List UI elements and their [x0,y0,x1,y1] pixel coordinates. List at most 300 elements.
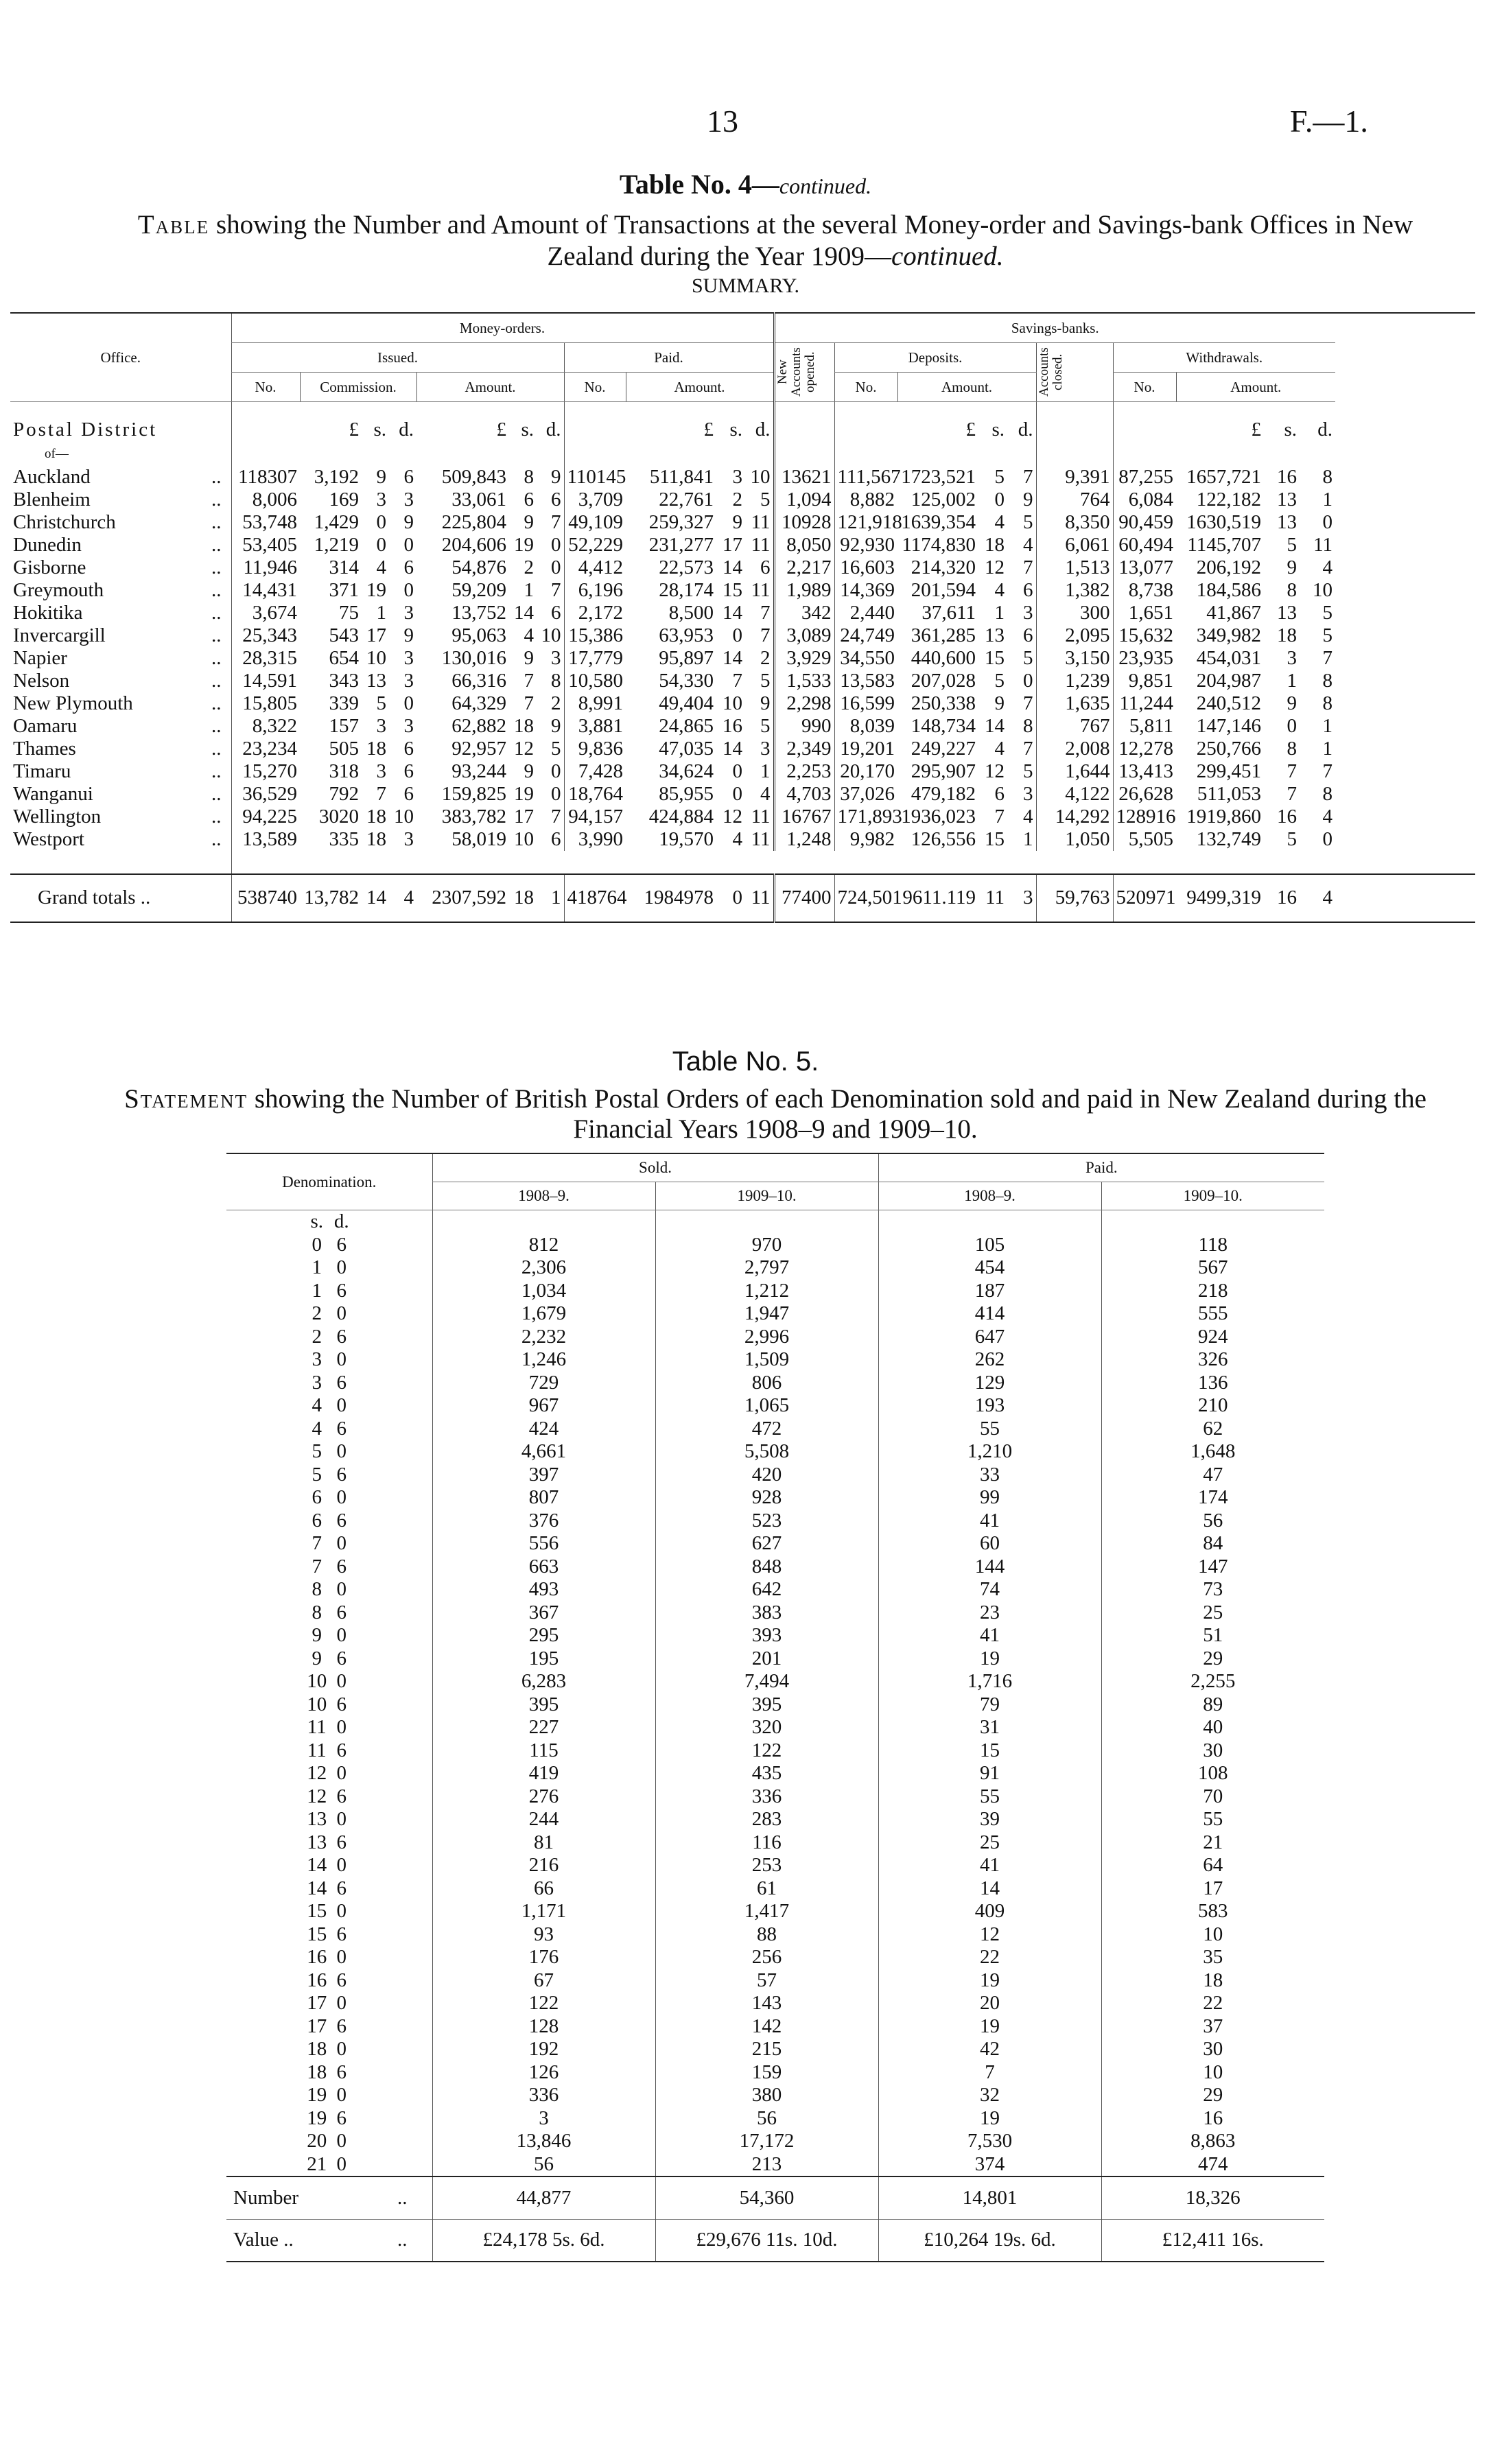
paid-1909-10: 118 [1101,1234,1324,1257]
accounts-closed: 4,122 [1036,783,1113,806]
denomination [226,2015,432,2039]
pence: 6 [336,2061,347,2083]
shillings: 21 [307,2152,327,2175]
denomination [226,1923,432,1947]
paid-no: 18,764 [564,783,626,806]
new-accounts: 13621 [774,466,834,489]
pence: 6 [336,1371,347,1394]
unit-s: s. [1284,419,1297,441]
commission-d: 3 [403,828,414,850]
pence: 6 [336,1831,347,1853]
denomination [226,1234,432,1257]
commission-d: 0 [403,692,414,714]
paid-1909-10: 583 [1101,1900,1324,1923]
denomination [226,1348,432,1372]
denomination [226,2061,432,2085]
shillings: 10 [307,1670,327,1692]
denomination [226,1969,432,1993]
pence: 6 [336,1877,347,1899]
issued-amount-s: 7 [524,669,534,692]
issued-no: 11,946 [231,556,300,579]
deposits-s: 9 [994,692,1005,714]
deposits-d: 5 [1023,511,1033,533]
table-row [10,828,1475,851]
unit-d: d. [333,1210,349,1232]
unit-d: d. [399,419,414,441]
denomination [226,1556,432,1579]
paid-amount-pounds: 8,500 [668,601,714,624]
new-accounts-label: New Accounts opened. [775,347,817,397]
pence: 6 [336,1923,347,1945]
issued-no: 15,270 [231,760,300,783]
paid-1908-9: 19 [878,1647,1101,1671]
table-row [226,1556,1324,1579]
commission-s: 0 [376,511,386,533]
shillings: 16 [307,1969,327,1991]
office-name [10,489,231,511]
sold-1908-9: 176 [432,1946,655,1969]
accounts-closed: 14,292 [1036,806,1113,828]
paid-amount-pounds: 19,570 [659,828,714,850]
sold-1909-10: 2,996 [655,1326,878,1349]
paid-1909-10: 17 [1101,1877,1324,1901]
issued-amount-d: 7 [551,511,561,533]
paid-amount-s: 0 [732,760,742,782]
accounts-closed: 8,350 [1036,511,1113,534]
deposits-d: 0 [1023,669,1033,692]
paid-no: 52,229 [564,534,626,556]
paid-amount-d: 11 [751,578,771,601]
issued-amount-pounds: 92,957 [451,737,506,760]
unit-cell [1113,402,1176,443]
paid-amount-s: 0 [732,782,742,805]
paid-amount-s: 9 [732,511,742,533]
denomination [226,1831,432,1855]
issued-amount-pounds: 95,063 [451,624,506,646]
new-accounts: 4,703 [774,783,834,806]
paid-amount-d: 7 [760,601,771,624]
issued-amount-s: 2 [524,556,534,578]
sold-1908-9: 1,246 [432,1348,655,1372]
table-row [226,1785,1324,1809]
denomination [226,1601,432,1625]
denomination [226,1280,432,1303]
table-row [10,511,1475,534]
commission-d: 3 [403,601,414,624]
withdrawals-s: 8 [1287,578,1297,601]
commission-d: 6 [403,760,414,782]
denomination [226,1464,432,1487]
paid-amount-pounds: 22,573 [659,556,714,578]
paid-amount-d: 9 [760,692,771,714]
new-accounts: 342 [774,602,834,624]
table-row [226,1670,1324,1693]
accounts-closed: 9,391 [1036,466,1113,489]
denomination [226,1624,432,1647]
pence: 6 [336,1279,347,1302]
shillings: 16 [307,1946,327,1968]
deposits-d: 7 [1023,737,1033,760]
paid-no: 10,580 [564,670,626,692]
withdrawals-no: 13,077 [1113,556,1176,579]
paid-1909-10: 64 [1101,1854,1324,1877]
shillings: 12 [307,1785,327,1807]
new-accounts: 1,533 [774,670,834,692]
commission-pounds: 654 [329,646,359,669]
dot-leader: .. [211,465,222,488]
unit-pound: £ [349,419,359,441]
deposits-s: 5 [994,669,1005,692]
withdrawals-no: 87,255 [1113,466,1176,489]
paid-1909-10: 567 [1101,1256,1324,1280]
commission-s: 17 [366,624,386,646]
deposits-s: 12 [985,556,1005,578]
group-money-orders: Money-orders. [231,313,774,343]
sold-1908-9: 227 [432,1716,655,1739]
table-row [226,1326,1324,1349]
deposits-pounds: 479,182 [911,782,976,805]
pence: 0 [336,1302,347,1324]
number-row-sold_b: 54,360 [655,2176,878,2219]
spacer [655,1210,878,1234]
paid-amount-d: 5 [760,714,771,737]
issued-amount-s: 19 [514,533,534,556]
shillings: 3 [312,1371,322,1394]
sold-1908-9: 493 [432,1578,655,1601]
paid-1908-9: 25 [878,1831,1101,1855]
withdrawals-no: 15,632 [1113,624,1176,647]
withdrawals-no: 6,084 [1113,489,1176,511]
paid-amount-d: 10 [750,465,771,488]
commission-d: 6 [403,465,414,488]
value-row [226,2219,1324,2262]
denomination [226,1372,432,1395]
commission-pounds: 371 [329,578,359,601]
deposits-no: 13,583 [834,670,897,692]
deposits-pounds: 126,556 [911,828,976,850]
office-name [10,715,231,738]
deposits-no: 121,918 [834,511,897,534]
paid-amount-s: 14 [723,556,742,578]
table4-summary-table [10,312,1475,923]
pence: 6 [336,1325,347,1348]
table-row [226,2038,1324,2061]
shillings: 17 [307,1992,327,2014]
commission-s: 3 [376,760,386,782]
commission-d: 6 [403,737,414,760]
spacer [10,851,231,874]
new-accounts: 990 [774,715,834,738]
paid-1908-9: 144 [878,1556,1101,1579]
pence: 6 [336,1693,347,1715]
pence: 6 [336,1555,347,1577]
withdrawals-no: 60,494 [1113,534,1176,556]
withdrawals-d: 1 [1322,714,1332,737]
new-accounts: 1,248 [774,828,834,851]
paid-1908-9: 187 [878,1280,1101,1303]
table-row [226,2130,1324,2153]
commission-pounds: 792 [329,782,359,805]
paid-1908-9: 41 [878,1854,1101,1877]
withdrawals-d: 10 [1313,578,1332,601]
withdrawals-no: 26,628 [1113,783,1176,806]
paid-1908-9: 19 [878,1969,1101,1993]
issued-amount-pounds: 13,752 [451,601,506,624]
dot-leader: .. [211,782,222,805]
unit-pound: £ [496,419,506,441]
issued-amount-s: 1 [524,578,534,601]
office-label: Invercargill [13,624,106,646]
paid-1908-9: 12 [878,1923,1101,1947]
shillings: 6 [312,1509,322,1532]
paid-amount-d: 5 [760,488,771,511]
paid-no: 15,386 [564,624,626,647]
table-row [226,1716,1324,1739]
sold-1909-10: 116 [655,1831,878,1855]
new-accounts: 1,094 [774,489,834,511]
paid-amount-s: 14 [723,646,742,669]
commission-d: 3 [403,646,414,669]
pence: 0 [336,1578,347,1600]
withdrawals-d: 11 [1313,533,1332,556]
table-row [10,783,1475,806]
sold-1909-10: 320 [655,1716,878,1739]
table-row [10,602,1475,624]
paid-1909-10: 18 [1101,1969,1324,1993]
pence: 0 [336,1440,347,1462]
pence: 6 [336,1509,347,1532]
commission-pounds: 314 [329,556,359,578]
issued-amount-pounds: 204,606 [441,533,506,556]
unit-d: d. [755,419,771,441]
accounts-closed: 764 [1036,489,1113,511]
dot-leader: .. [397,2186,408,2209]
paid-1909-10: 10 [1101,1923,1324,1947]
pence: 6 [336,1785,347,1807]
sold-1909-10: 57 [655,1969,878,1993]
sold-1909-10: 17,172 [655,2130,878,2153]
issued-amount-pounds: 62,882 [451,714,506,737]
deposits-pounds: 1936,023 [901,805,976,828]
paid-1909-10: 1,648 [1101,1440,1324,1464]
deposits-pounds: 250,338 [911,692,976,714]
paid-no: 3,990 [564,828,626,851]
paid-amount-d: 5 [760,669,771,692]
withdrawals-s: 9 [1287,556,1297,578]
sold-1909-10: 1,212 [655,1280,878,1303]
sold-1909-10: 627 [655,1532,878,1556]
paid-1908-9: 105 [878,1234,1101,1257]
unit-s: s. [521,419,534,441]
withdrawals-pounds: 9499,319 [1186,887,1261,908]
sold-1909-10: 2,797 [655,1256,878,1280]
table4-body [10,402,1475,922]
sold-1908-9: 4,661 [432,1440,655,1464]
paid-1908-9: 74 [878,1578,1101,1601]
sold-1908-9: 336 [432,2084,655,2107]
office-label: Oamaru [13,714,78,737]
paid-1909-10: 62 [1101,1418,1324,1441]
issued-amount-s: 9 [524,646,534,669]
pence: 0 [336,1486,347,1508]
commission-pounds: 3020 [319,805,359,828]
office-name [10,738,231,760]
withdrawals-s: 1 [1287,669,1297,692]
issued-amount-pounds: 66,316 [451,669,506,692]
shillings: 10 [307,1693,327,1715]
paid-amount-s: 16 [723,714,742,737]
deposits-no: 9,982 [834,828,897,851]
col-paid-1909: 1909–10. [1101,1182,1324,1210]
new-accounts: 3,929 [774,647,834,670]
paid-amount-s: 0 [732,887,742,908]
sold-1909-10: 56 [655,2107,878,2131]
group-withdrawals: Withdrawals. [1113,343,1335,373]
table-row [10,692,1475,715]
commission-pounds: 318 [329,760,359,782]
issued-amount-d: 6 [551,601,561,624]
issued-no: 94,225 [231,806,300,828]
pence: 0 [336,1394,347,1416]
paid-1909-10: 30 [1101,1739,1324,1763]
paid-amount-pounds: 47,035 [659,737,714,760]
sold-1909-10: 7,494 [655,1670,878,1693]
withdrawals-s: 8 [1287,737,1297,760]
commission-pounds: 3,192 [314,465,359,488]
sold-1908-9: 1,171 [432,1900,655,1923]
new-accounts: 10928 [774,511,834,534]
table-row [226,1510,1324,1533]
shillings: 9 [312,1647,322,1669]
table5-postal-orders [226,1153,1324,2262]
pence: 0 [336,1716,347,1738]
issued-amount-s: 14 [514,601,534,624]
shillings: 1 [312,1256,322,1278]
unit-d: d. [1317,419,1332,441]
paid-amount-d: 4 [760,782,771,805]
accounts-closed: 1,382 [1036,579,1113,602]
new-accounts: 2,217 [774,556,834,579]
paid-amount-d: 11 [751,828,771,850]
sold-1909-10: 1,509 [655,1348,878,1372]
new-accounts: 77400 [774,874,834,922]
withdrawals-no: 9,851 [1113,670,1176,692]
col-denomination: Denomination. [226,1153,432,1210]
paid-1909-10: 89 [1101,1693,1324,1717]
sold-1909-10: 1,065 [655,1394,878,1418]
deposits-no: 111,567 [834,466,897,489]
paid-1909-10: 40 [1101,1716,1324,1739]
issued-amount-d: 0 [551,782,561,805]
paid-1908-9: 7 [878,2061,1101,2085]
sold-1908-9: 244 [432,1808,655,1831]
office-label: Napier [13,646,67,669]
office-name [10,624,231,647]
table-row [226,1234,1324,1257]
deposits-d: 5 [1023,760,1033,782]
deposits-s: 11 [985,887,1005,908]
paid-1908-9: 14 [878,1877,1101,1901]
deposits-no: 2,440 [834,602,897,624]
denomination [226,1900,432,1923]
sold-1909-10: 201 [655,1647,878,1671]
paid-amount-pounds: 28,174 [659,578,714,601]
issued-no: 36,529 [231,783,300,806]
pence: 0 [336,2152,347,2175]
table-row [226,1831,1324,1855]
paid-amount-s: 15 [723,578,742,601]
col-paid-1908: 1908–9. [878,1182,1101,1210]
issued-amount-d: 6 [551,828,561,850]
issued-amount-d: 7 [551,578,561,601]
issued-amount-s: 7 [524,692,534,714]
denomination [226,1946,432,1969]
table-row [226,1302,1324,1326]
withdrawals-pounds: 41,867 [1206,601,1261,624]
withdrawals-d: 7 [1322,760,1332,782]
deposits-no: 16,599 [834,692,897,715]
paid-1908-9: 60 [878,1532,1101,1556]
commission-s: 5 [376,692,386,714]
sold-1908-9: 56 [432,2153,655,2177]
sold-1908-9: 67 [432,1969,655,1993]
commission-s: 7 [376,782,386,805]
spacer [774,443,834,466]
unit-d: d. [545,419,561,441]
paid-1908-9: 79 [878,1693,1101,1717]
commission-s: 19 [366,578,386,601]
sold-1909-10: 395 [655,1693,878,1717]
office-label: Grand totals .. [38,887,151,908]
table-row [226,1394,1324,1418]
col-dep-no: No. [834,373,897,402]
issued-amount-pounds: 58,019 [451,828,506,850]
deposits-d: 5 [1023,646,1033,669]
shillings: 9 [312,1624,322,1646]
sold-1908-9: 216 [432,1854,655,1877]
accounts-closed: 1,050 [1036,828,1113,851]
issued-amount-pounds: 2307,592 [432,887,506,908]
paid-amount-pounds: 231,277 [648,533,714,556]
pence: 0 [336,1624,347,1646]
denomination [226,1418,432,1441]
deposits-s: 13 [985,624,1005,646]
withdrawals-s: 7 [1287,782,1297,805]
withdrawals-d: 7 [1322,646,1332,669]
denomination [226,1877,432,1901]
shillings: 11 [307,1716,327,1738]
denomination [226,1532,432,1556]
sold-1909-10: 1,947 [655,1302,878,1326]
sold-1908-9: 967 [432,1394,655,1418]
sold-1908-9: 556 [432,1532,655,1556]
commission-d: 3 [403,488,414,511]
deposits-pounds: 295,907 [911,760,976,782]
paid-amount-pounds: 424,884 [648,805,714,828]
deposits-pounds: 249,227 [911,737,976,760]
sold-1909-10: 383 [655,1601,878,1625]
deposits-no: 37,026 [834,783,897,806]
withdrawals-pounds: 1145,707 [1187,533,1261,556]
commission-pounds: 339 [329,692,359,714]
postal-district-label: Postal District [13,419,158,441]
office-label: Timaru [13,760,71,782]
table4-title [0,168,1491,200]
sold-1908-9: 395 [432,1693,655,1717]
withdrawals-d: 8 [1322,782,1332,805]
paid-1908-9: 55 [878,1785,1101,1809]
office-name [10,760,231,783]
